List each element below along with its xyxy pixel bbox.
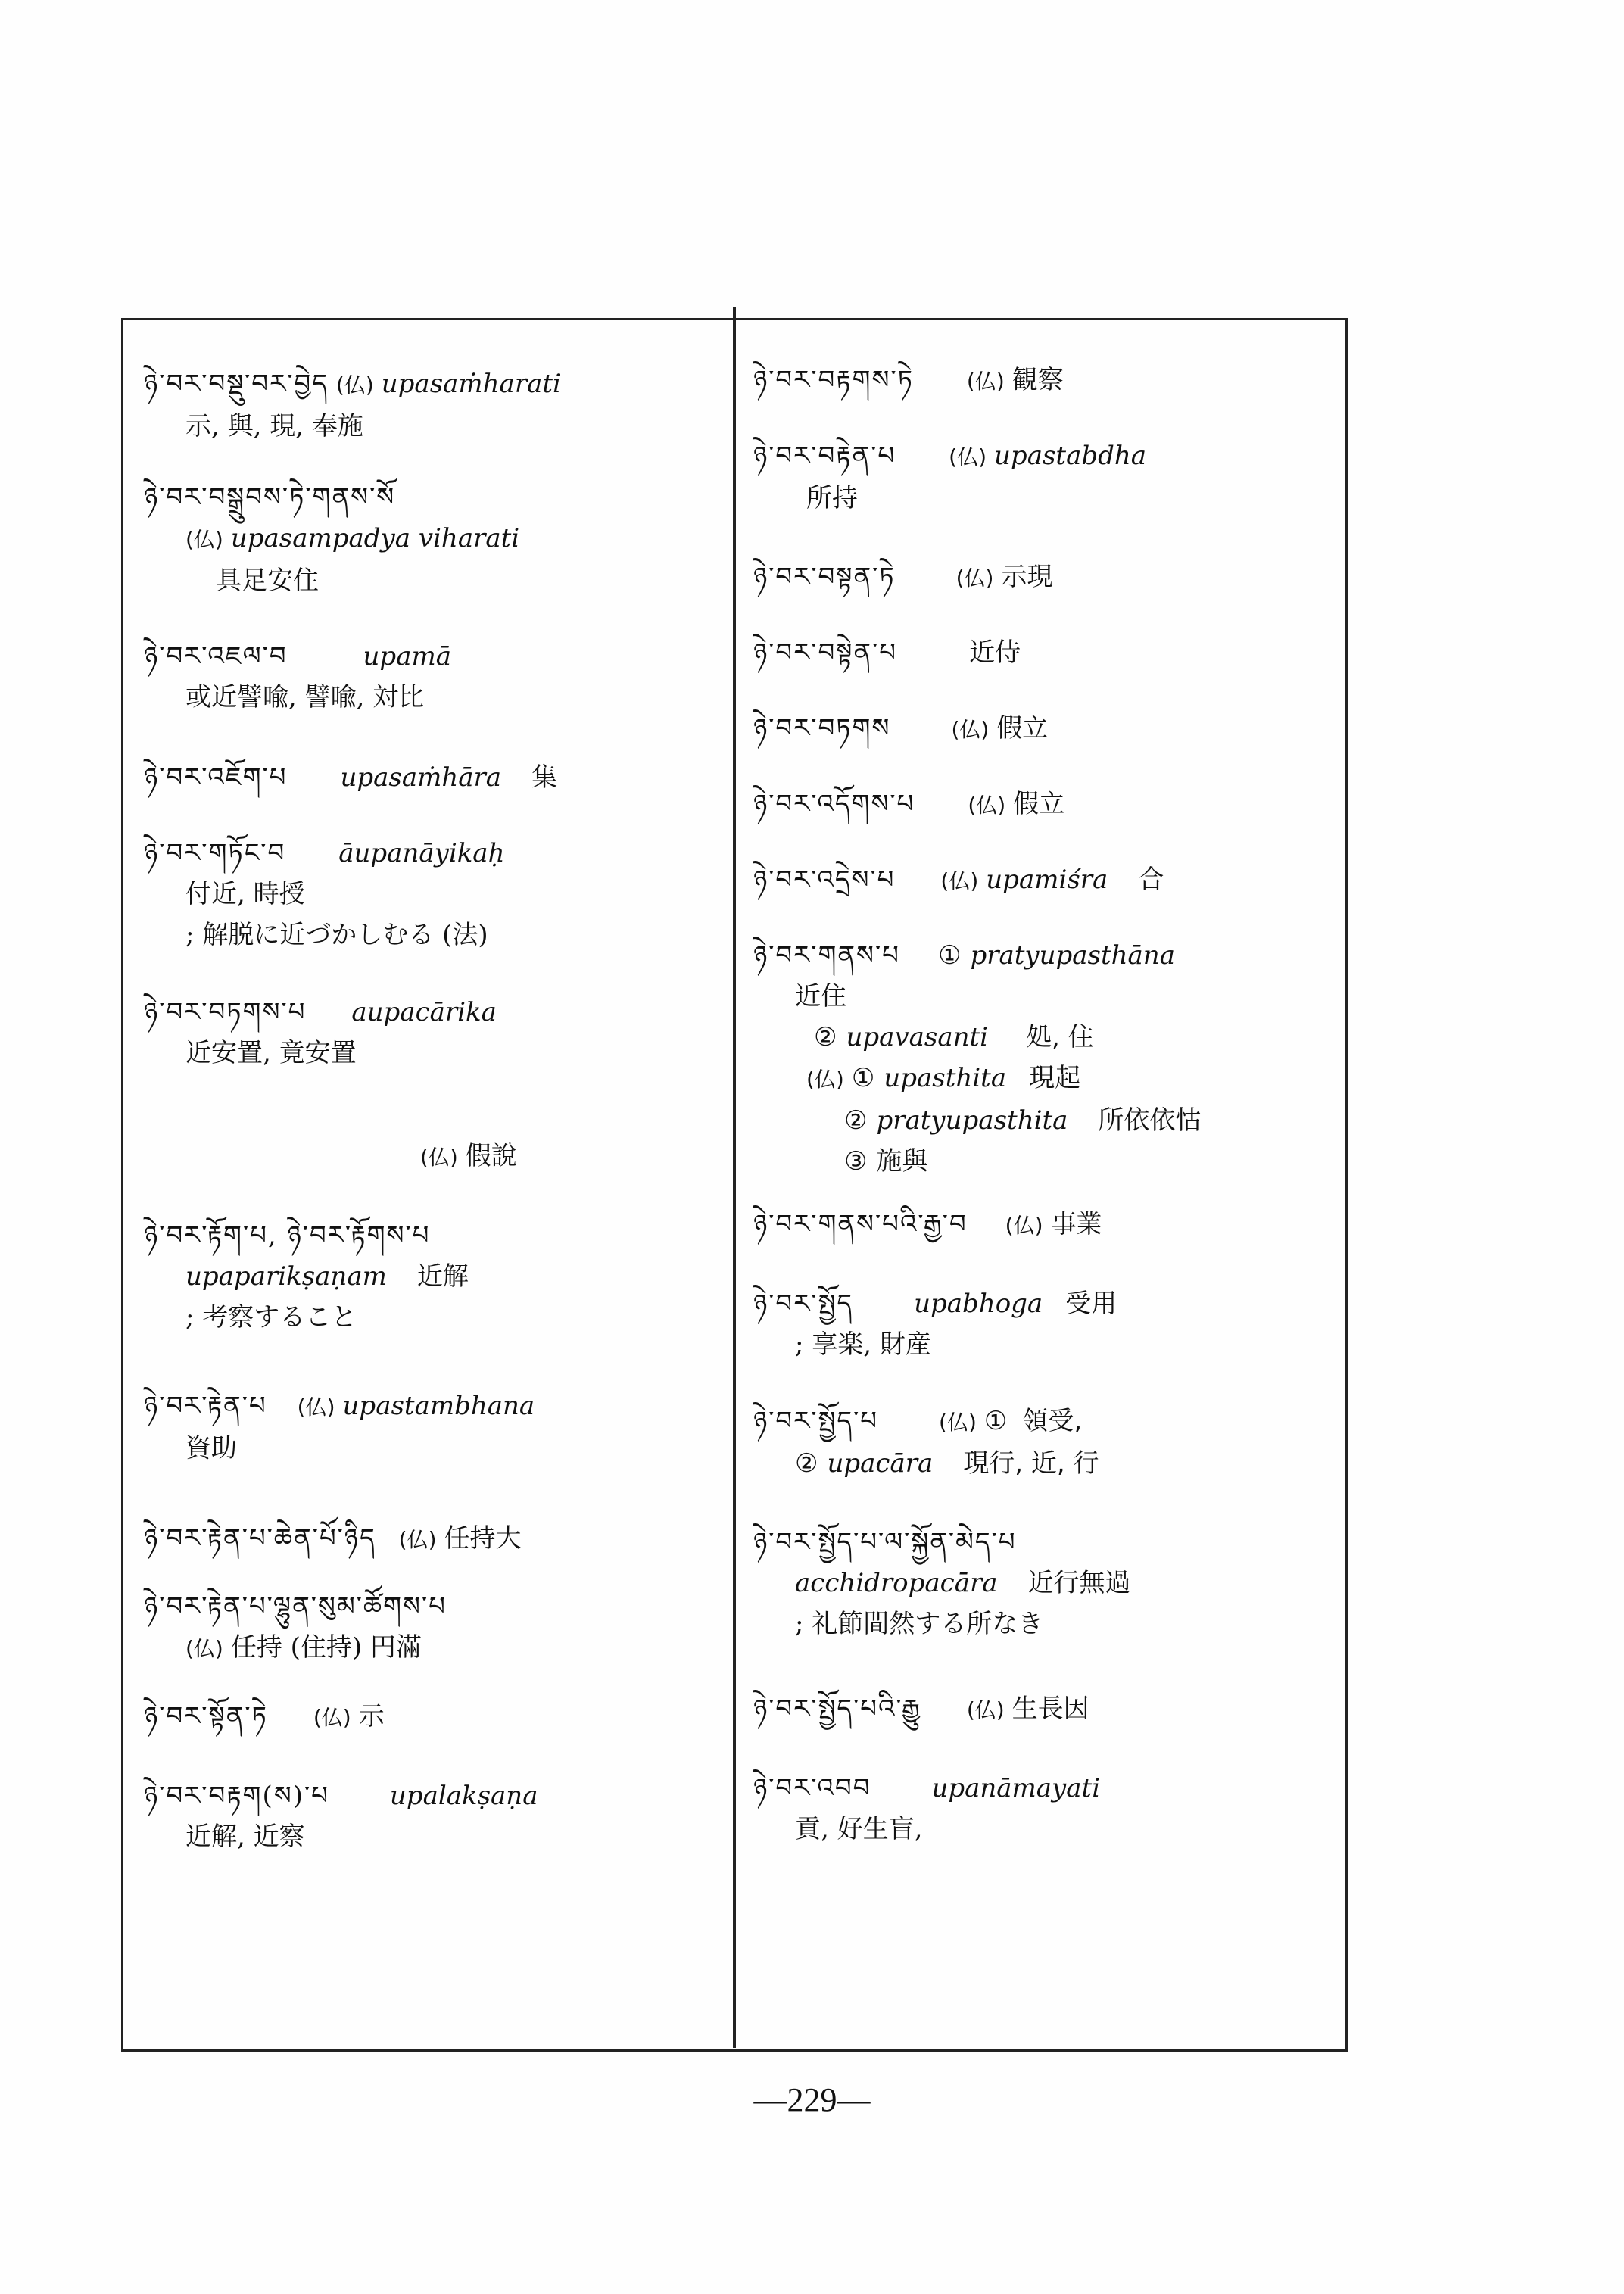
sanskrit-term: upasthita: [884, 1063, 1007, 1093]
tibetan-headword: ཉེ་བར་སྤྱོད་པ་ལ་སྐྱོན་མེད་པ: [753, 1527, 1017, 1557]
note: ; 礼節間然する所なき: [795, 1609, 1044, 1639]
domain-tag: (仏): [966, 369, 1005, 394]
tibetan-headword: ཉེ་བར་འདོགས་པ: [753, 789, 915, 819]
sanskrit-term: upacāra: [827, 1448, 934, 1479]
sanskrit-term: upavasanti: [846, 1022, 989, 1052]
gloss: 施與: [876, 1146, 928, 1177]
sanskrit-term: pratyupasthita: [876, 1105, 1068, 1136]
tibetan-headword: ཉེ་བར་རྟེན་པ་ཆེན་པོ་ཉིད: [144, 1523, 376, 1554]
tibetan-headword: ཉེ་བར་བཏགས: [753, 713, 891, 743]
sanskrit-term: upanāmayati: [931, 1773, 1101, 1803]
domain-tag: (仏): [955, 566, 994, 591]
dictionary-entry: [753, 784, 1344, 826]
dictionary-entry: [753, 708, 1344, 750]
sanskrit-term: upaparikṣaṇam: [185, 1261, 387, 1292]
page-number: —229—: [753, 2081, 871, 2118]
sanskrit-term: upamā: [363, 641, 451, 672]
dictionary-entry: [144, 757, 719, 798]
dictionary-entry: [753, 935, 1344, 1182]
domain-tag: (仏): [185, 527, 223, 552]
gloss: 所依依怙: [1098, 1105, 1202, 1136]
dictionary-entry: [753, 1688, 1344, 1731]
tibetan-headword: ཉེ་བར་བསྟན་ཏེ: [753, 562, 896, 592]
gloss: 假立: [1013, 789, 1065, 819]
gloss: 近解: [416, 1261, 469, 1292]
sense-number: ②: [795, 1448, 818, 1479]
tibetan-headword: ཉེ་བར་བརྟགས་ཏེ: [753, 365, 914, 395]
tibetan-headword: ཉེ་བར་བསྡུ་བར་བྱེད: [144, 369, 329, 399]
gloss: 或近譬喩, 譬喩, 対比: [185, 682, 425, 712]
domain-tag: (仏): [185, 1636, 223, 1661]
dictionary-entry: [753, 1522, 1344, 1644]
gloss: 観察: [1011, 365, 1064, 395]
gloss: 事業: [1050, 1209, 1102, 1239]
gloss: 付近, 時授: [185, 879, 305, 909]
dictionary-entry: [753, 632, 1344, 673]
domain-tag: (仏): [939, 1410, 977, 1435]
sense-number: ①: [937, 940, 962, 971]
dictionary-entry: [144, 363, 719, 447]
gloss: 合: [1138, 865, 1164, 895]
gloss: 示: [358, 1701, 385, 1731]
tibetan-headword: ཉེ་བར་རྟོག་པ, ཉེ་བར་རྟོགས་པ: [144, 1220, 431, 1251]
domain-tag: (仏): [297, 1395, 335, 1420]
sanskrit-term: upasaṁharati: [381, 369, 561, 399]
tibetan-headword: ཉེ་བར་སྟོན་ཏེ: [144, 1701, 268, 1731]
gloss: 近侍: [969, 637, 1021, 668]
sense-number: ③: [844, 1146, 868, 1177]
gloss: 具足安住: [216, 566, 319, 596]
gloss: 領受,: [1022, 1406, 1083, 1436]
dictionary-entry: [144, 1586, 719, 1669]
sanskrit-term: āupanāyikaḥ: [338, 838, 505, 868]
dictionary-entry: [144, 1136, 719, 1178]
tibetan-headword: ཉེ་བར་འཇོག་པ: [144, 762, 288, 793]
domain-tag: (仏): [420, 1145, 458, 1170]
dictionary-entry: [753, 360, 1344, 402]
dictionary-entry: [144, 1518, 719, 1560]
dictionary-entry: [144, 1385, 719, 1469]
tibetan-headword: ཉེ་བར་བརྟེན་པ: [753, 441, 896, 471]
tibetan-headword: ཉེ་བར་བརྟག(ས)་པ: [144, 1781, 329, 1811]
gloss: 示, 與, 現, 奉施: [185, 411, 363, 441]
domain-tag: (仏): [806, 1067, 844, 1092]
sense-number: ①: [983, 1406, 1008, 1436]
domain-tag: (仏): [968, 793, 1006, 818]
gloss: 受用: [1065, 1289, 1117, 1319]
tibetan-headword: ཉེ་བར་བསྒྲུབས་ཏེ་གནས་སོ: [144, 482, 396, 513]
domain-tag: (仏): [940, 868, 979, 893]
note: ; 解脱に近づかしむる (法): [185, 920, 488, 950]
domain-tag: (仏): [1005, 1213, 1043, 1238]
gloss: 任持 (住持) 円滿: [230, 1632, 422, 1663]
sanskrit-term: upastabdha: [994, 441, 1147, 471]
gloss: 所持: [806, 483, 858, 513]
gloss: 資助: [185, 1433, 237, 1463]
tibetan-headword: ཉེ་བར་རྟེན་པ་ལྷུན་སུམ་ཚོགས་པ: [144, 1591, 447, 1622]
gloss: 近安置, 竟安置: [185, 1038, 357, 1068]
tibetan-headword: ཉེ་བར་གནས་པ: [753, 940, 900, 971]
gloss: 近住: [795, 981, 846, 1011]
sanskrit-term: aupacārika: [351, 997, 497, 1027]
gloss: 現行, 近, 行: [963, 1448, 1099, 1479]
dictionary-entry: [144, 833, 719, 955]
gloss: 集: [531, 762, 558, 793]
gloss: 貢, 好生盲,: [795, 1814, 923, 1844]
tibetan-headword: ཉེ་བར་འབབ: [753, 1773, 871, 1803]
domain-tag: (仏): [335, 372, 374, 397]
sense-number: ②: [844, 1105, 868, 1136]
gloss: 処, 住: [1026, 1022, 1094, 1052]
domain-tag: (仏): [398, 1527, 437, 1552]
sanskrit-term: upalakṣaṇa: [389, 1781, 538, 1811]
dictionary-entry: [753, 1283, 1344, 1365]
gloss: 生長因: [1011, 1694, 1089, 1724]
tibetan-headword: ཉེ་བར་གཏོང་བ: [144, 838, 286, 868]
dictionary-entry: [144, 477, 719, 601]
sanskrit-term: upasaṁhāra: [340, 762, 502, 793]
sanskrit-term: upasampadya viharati: [230, 523, 520, 553]
gloss: 近解, 近察: [185, 1822, 305, 1852]
gloss: 現起: [1029, 1063, 1081, 1093]
tibetan-headword: ཉེ་བར་འཇལ་བ: [144, 641, 288, 672]
sanskrit-term: acchidropacāra: [795, 1568, 998, 1598]
tibetan-headword: ཉེ་བར་བསྟེན་པ: [753, 637, 898, 668]
sanskrit-term: pratyupasthāna: [970, 940, 1175, 971]
gloss: 近行無過: [1027, 1568, 1131, 1598]
gloss: 示現: [1001, 562, 1053, 592]
dictionary-entry: [753, 1768, 1344, 1850]
tibetan-headword: ཉེ་བར་འདྲེས་པ: [753, 865, 896, 895]
dictionary-entry: [144, 636, 719, 718]
gloss: 假說: [465, 1141, 517, 1171]
sense-number: ①: [851, 1063, 875, 1093]
column-divider: [733, 307, 736, 2048]
tibetan-headword: ཉེ་བར་བཏགས་པ: [144, 997, 307, 1027]
tibetan-headword: ཉེ་བར་རྟེན་པ: [144, 1391, 267, 1421]
gloss: 任持大: [444, 1523, 522, 1554]
domain-tag: (仏): [949, 444, 987, 469]
domain-tag: (仏): [966, 1697, 1005, 1722]
dictionary-entry: [144, 1696, 719, 1738]
tibetan-headword: ཉེ་བར་གནས་པའི་རྒྱ་བ: [753, 1209, 968, 1239]
sanskrit-term: upamiśra: [986, 865, 1108, 895]
domain-tag: (仏): [313, 1705, 351, 1730]
dictionary-entry: [144, 992, 719, 1074]
dictionary-entry: [753, 435, 1344, 519]
dictionary-entry: [753, 859, 1344, 902]
tibetan-headword: ཉེ་བར་སྤྱོད་པ: [753, 1406, 879, 1436]
tibetan-headword: ཉེ་བར་སྤྱོད་པའི་རྒྱུ: [753, 1694, 921, 1724]
dictionary-entry: [144, 1215, 719, 1338]
note: ; 享楽, 財産: [795, 1329, 931, 1360]
sense-number: ②: [814, 1022, 837, 1052]
gloss: 假立: [996, 713, 1049, 743]
dictionary-entry: [753, 1401, 1344, 1484]
dictionary-entry: [753, 1204, 1344, 1246]
tibetan-headword: ཉེ་བར་སྤྱོད: [753, 1289, 854, 1319]
dictionary-entry: [144, 1775, 719, 1857]
note: ; 考察すること: [185, 1302, 357, 1332]
domain-tag: (仏): [951, 717, 990, 742]
sanskrit-term: upabhoga: [914, 1289, 1043, 1319]
dictionary-entry: [753, 556, 1344, 599]
sanskrit-term: upastambhana: [342, 1391, 535, 1421]
